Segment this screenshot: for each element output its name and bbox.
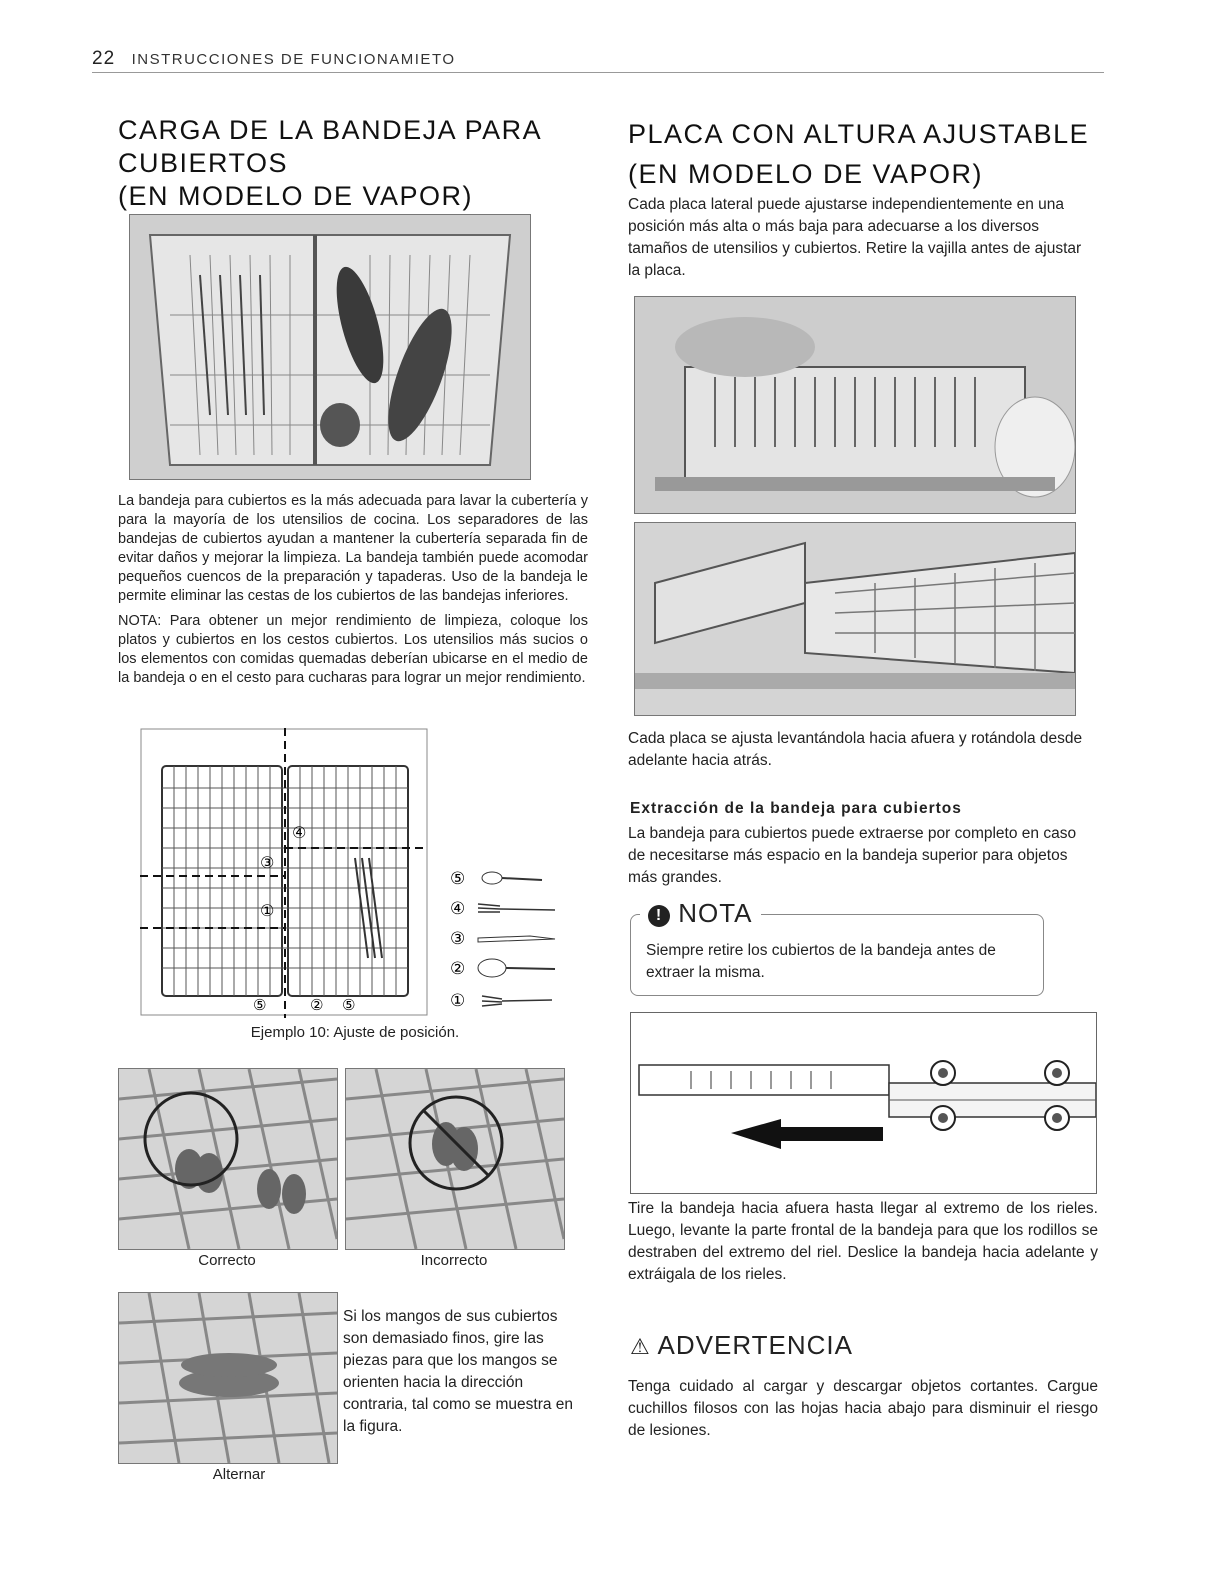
header-title: INSTRUCCIONES DE FUNCIONAMIETO: [131, 51, 456, 68]
incorrect-photo: [345, 1068, 565, 1250]
left-note: NOTA: Para obtener un mejor rendimiento de limpieza, coloque los platos y cubiertos en los cestos cubiertos. Los utensilios más sucios o los elementos con comidas quemadas deberían ubicarse en el medio de la bandeja o en el cesto para cucharas para lograr un mejor rendimiento.: [118, 613, 588, 686]
page-number: 22: [92, 48, 116, 69]
right-paragraph-3: La bandeja para cubiertos puede extraerse por completo en caso de necesitarse más espacio en la bandeja superior para objetos más grandes.: [628, 825, 1077, 886]
right-paragraph-4: Tire la bandeja hacia afuera hasta llegar al extremo de los rieles. Luego, levante la parte frontal de la bandeja para que los rodillos se destraben del extremo del riel. Deslice la bandeja hacia adelante y extráigala de los rieles.: [628, 1200, 1098, 1283]
utensil-legend: [450, 869, 555, 1011]
correct-photo: [118, 1068, 338, 1250]
left-arrow-icon: [731, 1119, 883, 1149]
knife-icon: [478, 936, 555, 942]
spoon-large-icon: [478, 959, 506, 977]
right-title-line-2: (EN MODELO DE VAPOR): [628, 159, 984, 189]
cutlery-tray-illustration: [130, 215, 530, 479]
warning-triangle-icon: ⚠: [630, 1334, 651, 1359]
rack-adjust-photo-2: [634, 522, 1076, 716]
utensil-num-3: ③: [450, 929, 466, 949]
rack-adjust-photo-1: [634, 296, 1076, 514]
left-title-line-2: CUBIERTOS: [118, 148, 289, 178]
position-label-1: ①: [260, 901, 275, 920]
warning-title: ADVERTENCIA: [657, 1330, 853, 1360]
cutlery-tray-photo: [129, 214, 531, 480]
utensil-num-4: ④: [450, 899, 466, 919]
alternate-label: Alternar: [212, 1466, 266, 1483]
left-title-line-3: (EN MODELO DE VAPOR): [118, 181, 474, 211]
warning-text: Tenga cuidado al cargar y descargar objetos cortantes. Cargue cuchillos filosos con las hojas hacia abajo para disminuir el riesgo de lesiones.: [628, 1378, 1098, 1439]
utensil-num-2: ②: [450, 959, 466, 979]
left-title-block: [118, 114, 578, 213]
nota-title: NOTA: [678, 898, 753, 928]
tray-diagram: [140, 728, 570, 1018]
incorrect-label: Incorrecto: [420, 1252, 488, 1269]
bottom-label-middle: ②: [310, 996, 324, 1014]
rail-diagram: [630, 1012, 1097, 1194]
utensil-num-1: ①: [450, 991, 466, 1011]
alternate-text: Si los mangos de sus cubiertos son demasiado finos, gire las piezas para que los mangos se orienten hacia la dirección contraria, tal como se muestra en la figura.: [343, 1308, 574, 1435]
position-label-4: ④: [292, 823, 307, 842]
left-paragraph-1: La bandeja para cubiertos es la más adecuada para lavar la cubertería y para la mayoría de los utensilios de cocina. Los separadores de las bandejas de cubiertos ayudan a mantener la cubertería separada fin de evitar daños y mejorar la limpieza. La bandeja también puede acomodar pequeños cuencos de la preparación y tapaderas. Uso de la bandeja le permite eliminar las cestas de los cubiertos de las bandejas inferiores.: [118, 493, 588, 604]
spoon-small-icon: [482, 872, 502, 884]
diagram-caption: Ejemplo 10: Ajuste de posición.: [250, 1024, 460, 1041]
fork-small-icon: [482, 996, 552, 1006]
page-header: [92, 48, 1104, 73]
correct-label: Correcto: [198, 1252, 256, 1269]
position-label-3: ③: [260, 853, 275, 872]
right-paragraph-1: Cada placa lateral puede ajustarse independientemente en una posición más alta o más baja para adecuarse a los diversos tamaños de utensilios y cubiertos. Retire la vajilla antes de ajustar la placa.: [628, 196, 1082, 279]
right-paragraph-2: Cada placa se ajusta levantándola hacia afuera y rotándola desde adelante hacia atrás.: [628, 730, 1083, 769]
warning-heading: [630, 1330, 853, 1361]
position-diagram: [140, 728, 570, 1018]
alternate-photo: [118, 1292, 338, 1464]
subheading: Extracción de la bandeja para cubiertos: [630, 800, 962, 817]
utensil-num-5: ⑤: [450, 869, 466, 889]
info-icon: !: [648, 905, 670, 927]
right-title-line-1: PLACA CON ALTURA AJUSTABLE: [628, 119, 1090, 149]
nota-heading: [640, 898, 761, 929]
fork-icon: [478, 904, 555, 912]
bottom-label-left: ⑤: [253, 996, 267, 1014]
left-text-block: [118, 492, 588, 688]
bottom-label-right: ⑤: [342, 996, 356, 1014]
left-title-line-1: CARGA DE LA BANDEJA PARA: [118, 115, 543, 145]
right-title-block: [628, 114, 1104, 194]
nota-text: Siempre retire los cubiertos de la bandeja antes de extraer la misma.: [646, 942, 996, 981]
